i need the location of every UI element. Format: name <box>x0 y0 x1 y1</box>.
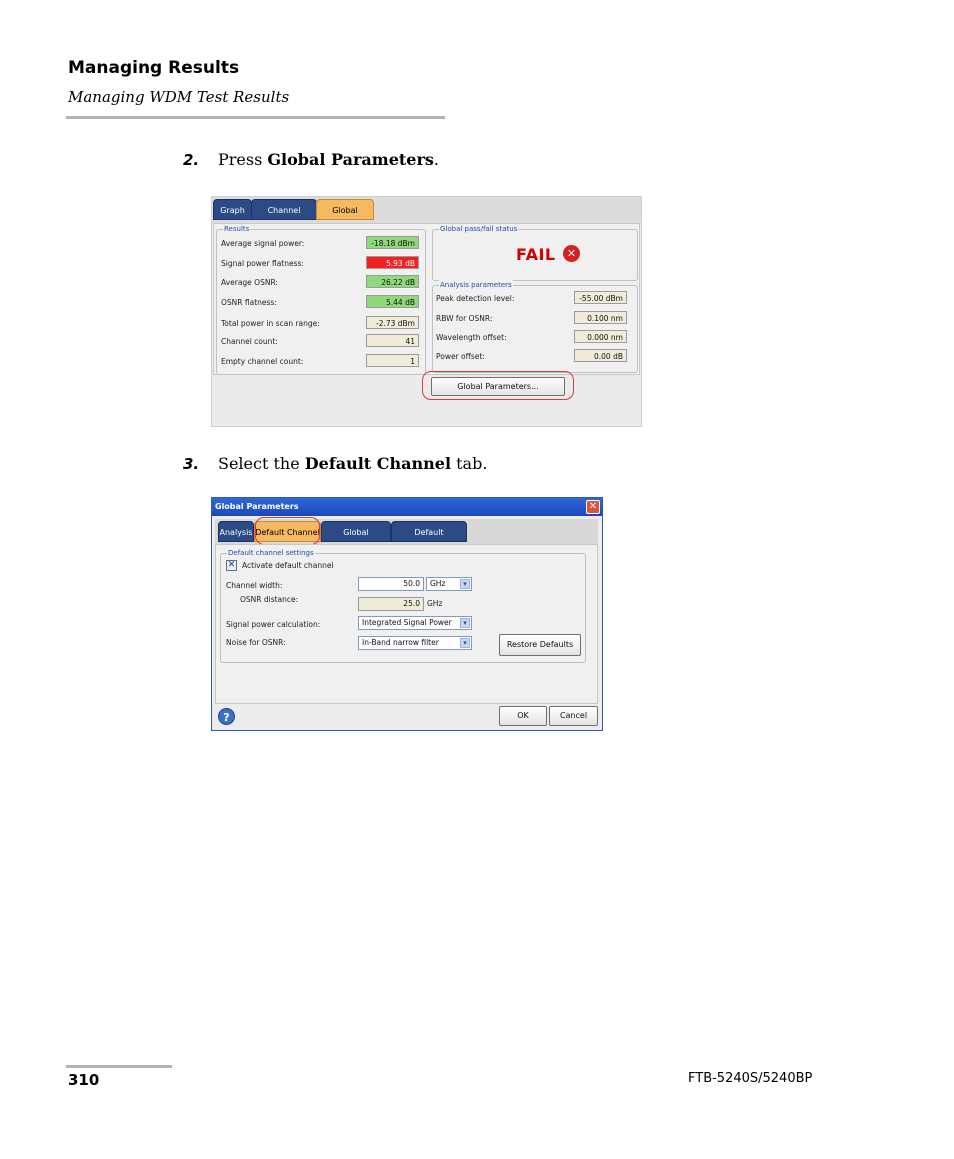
channel-width-input[interactable]: 50.0 <box>358 577 424 591</box>
results-panel <box>213 223 640 375</box>
analysis-value: 0.000 nm <box>574 330 627 343</box>
page-number: 310 <box>68 1071 100 1089</box>
result-label: Channel count: <box>221 337 278 346</box>
analysis-value: 0.100 nm <box>574 311 627 324</box>
step-emphasis: Default Channel <box>304 454 452 473</box>
step-2 <box>183 150 439 169</box>
analysis-group <box>432 281 638 373</box>
result-value: 1 <box>366 354 419 367</box>
step-text: Press <box>218 150 268 169</box>
results-group-title: Results <box>224 225 250 233</box>
highlight-ring <box>255 517 320 545</box>
activate-checkbox[interactable]: ✕ <box>227 560 236 570</box>
channel-width-label: Channel width: <box>226 581 283 590</box>
tab-default-channel[interactable]: Default Channel <box>254 521 321 542</box>
step-3 <box>183 454 488 473</box>
noise-label: Noise for OSNR: <box>226 638 286 647</box>
chevron-down-icon: ▾ <box>460 618 470 628</box>
tab-channel-results[interactable]: Channel <box>251 199 317 220</box>
global-parameters-button[interactable]: Global Parameters... <box>431 377 565 396</box>
step-emphasis: Global Parameters <box>267 150 434 169</box>
analysis-label: Peak detection level: <box>436 294 515 303</box>
result-label: Empty channel count: <box>221 357 304 366</box>
global-results-screenshot <box>211 196 642 427</box>
result-label: Average signal power: <box>221 239 305 248</box>
product-model: FTB-5240S/5240BP <box>688 1071 813 1086</box>
section-subtitle: Managing WDM Test Results <box>68 88 290 106</box>
step-number: 2. <box>183 151 200 169</box>
signal-power-label: Signal power calculation: <box>226 620 321 629</box>
chevron-down-icon: ▾ <box>460 638 470 648</box>
tab-global-results[interactable]: Global <box>316 199 374 220</box>
restore-defaults-button[interactable]: Restore Defaults <box>499 634 581 656</box>
result-label: Total power in scan range: <box>221 319 320 328</box>
tab-default-thresholds[interactable]: Default <box>391 521 467 542</box>
results-group <box>216 225 426 375</box>
osnr-distance-label: OSNR distance: <box>240 595 299 604</box>
highlight-ring <box>422 371 574 400</box>
step-text-end: . <box>433 150 439 169</box>
cancel-button[interactable]: Cancel <box>549 706 598 726</box>
noise-value: In-Band narrow filter <box>362 638 439 647</box>
noise-select[interactable] <box>358 636 472 650</box>
fail-status: FAIL <box>516 245 556 264</box>
step-number: 3. <box>183 455 200 473</box>
default-channel-group-title: Default channel settings <box>228 549 314 557</box>
pass-fail-group-title: Global pass/fail status <box>440 225 518 233</box>
close-icon[interactable]: ✕ <box>586 500 600 514</box>
osnr-distance-unit: GHz <box>427 599 443 608</box>
tab-graph[interactable]: Graph <box>213 199 252 220</box>
tab-content <box>215 544 598 704</box>
step-text-end: tab. <box>451 454 488 473</box>
analysis-group-title: Analysis parameters <box>440 281 512 289</box>
result-value: 5.44 dB <box>366 295 419 308</box>
result-label: OSNR flatness: <box>221 298 277 307</box>
result-value: 26.22 dB <box>366 275 419 288</box>
help-icon[interactable]: ? <box>218 708 235 725</box>
result-value: 41 <box>366 334 419 347</box>
analysis-label: RBW for OSNR: <box>436 314 493 323</box>
ok-button[interactable]: OK <box>499 706 547 726</box>
channel-width-unit: GHz <box>430 579 446 588</box>
result-label: Signal power flatness: <box>221 259 304 268</box>
section-title: Managing Results <box>68 58 240 78</box>
result-label: Average OSNR: <box>221 278 278 287</box>
fail-x-icon: ✕ <box>563 245 580 262</box>
result-value: 5.93 dB <box>366 256 419 269</box>
signal-power-value: Integrated Signal Power <box>362 618 452 627</box>
analysis-label: Wavelength offset: <box>436 333 507 342</box>
analysis-value: 0.00 dB <box>574 349 627 362</box>
tab-analysis[interactable]: Analysis <box>218 521 254 542</box>
dialog-title: Global Parameters <box>212 498 602 516</box>
analysis-value: -55.00 dBm <box>574 291 627 304</box>
pass-fail-group <box>432 225 638 281</box>
header-rule <box>66 116 445 119</box>
step-text: Select the <box>218 454 305 473</box>
channel-width-unit-select[interactable] <box>426 577 472 591</box>
signal-power-select[interactable] <box>358 616 472 630</box>
result-value: -18.18 dBm <box>366 236 419 249</box>
chevron-down-icon: ▾ <box>460 579 470 589</box>
default-channel-group <box>220 549 586 663</box>
global-parameters-dialog <box>211 497 603 731</box>
footer-rule <box>66 1065 172 1068</box>
result-value: -2.73 dBm <box>366 316 419 329</box>
analysis-label: Power offset: <box>436 352 485 361</box>
osnr-distance-value: 25.0 <box>358 597 424 611</box>
activate-label: Activate default channel <box>242 561 334 570</box>
tab-bar <box>212 197 641 223</box>
tab-global-thresholds[interactable]: Global <box>321 521 391 542</box>
